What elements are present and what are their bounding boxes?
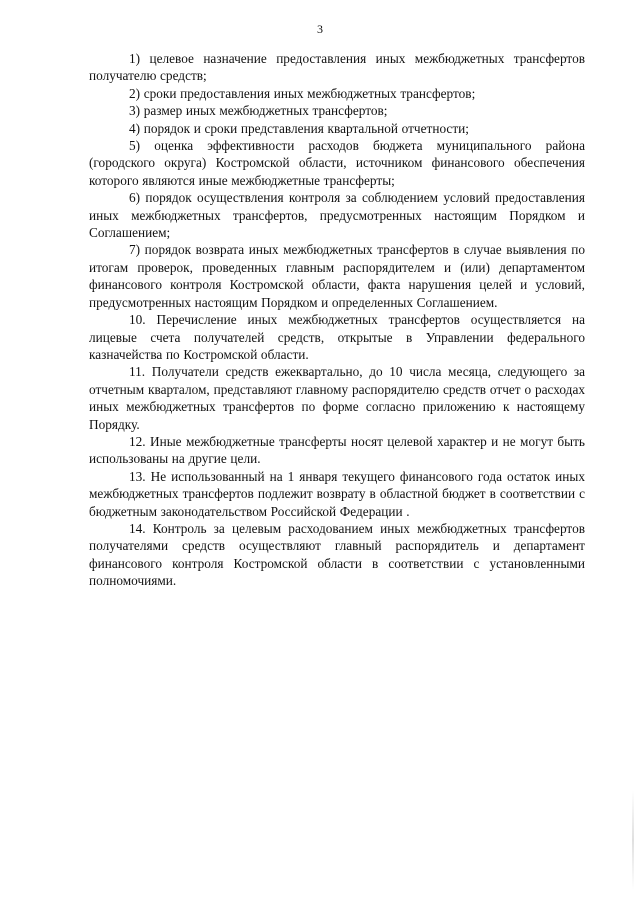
item-5-efficiency: 5) оценка эффективности расходов бюджета муниципального района (городского округа) Костромской области, источником финансового обеспечения которого являются иные межбюджетные трансферты;: [89, 138, 585, 188]
item-2-terms: 2) сроки предоставления иных межбюджетных трансфертов;: [129, 85, 476, 101]
clause-13-return: 13. Не использованный на 1 января текущего финансового года остаток иных межбюджетных трансфертов подлежит возврату в областной бюджет в соответствии с бюджетным законодательством Российской Федерации .: [89, 468, 585, 519]
item-3-amount: 3) размер иных межбюджетных трансфертов;: [129, 103, 388, 119]
clause-14-control: 14. Контроль за целевым расходованием иных межбюджетных трансфертов получателями средств осуществляют главный распорядитель и департамент финансового контроля Костромской области в соответствии с установленными полномочиями.: [89, 520, 585, 589]
clause-10-transfer: 10. Перечисление иных межбюджетных трансфертов осуществляется на лицевые счета получателей средств, открытые в Управлении федерального казначейства по Костромской области.: [89, 312, 585, 362]
scan-edge-mark: [632, 790, 634, 890]
item-1-purpose: 1) целевое назначение предоставления иных межбюджетных трансфертов получателю средств;: [89, 51, 585, 84]
clause-11-report: 11. Получатели средств ежеквартально, до 10 числа месяца, следующего за отчетным кварталом, представляют главному распорядителю средств отчет о расходах иных межбюджетных трансфертов по форме согласно приложению к настоящему Порядку.: [89, 364, 585, 432]
item-4-reporting: 4) порядок и сроки представления квартальной отчетности;: [129, 120, 469, 136]
item-6-control: 6) порядок осуществления контроля за соблюдением условий предоставления иных межбюджетных трансфертов, предусмотренных настоящим Порядком и Соглашением;: [89, 190, 585, 241]
item-7-refund: 7) порядок возврата иных межбюджетных трансфертов в случае выявления по итогам проверок, проведенных главным распорядителем и (или) департаментом финансового контроля Костромской области, факта нарушения целей и условий, предусмотренных настоящим Порядком и определенных Соглашением.: [89, 242, 585, 310]
page-number: 3: [317, 22, 323, 36]
clause-12-purpose: 12. Иные межбюджетные трансферты носят целевой характер и не могут быть использованы на другие цели.: [89, 433, 585, 467]
document-body: [89, 50, 585, 590]
